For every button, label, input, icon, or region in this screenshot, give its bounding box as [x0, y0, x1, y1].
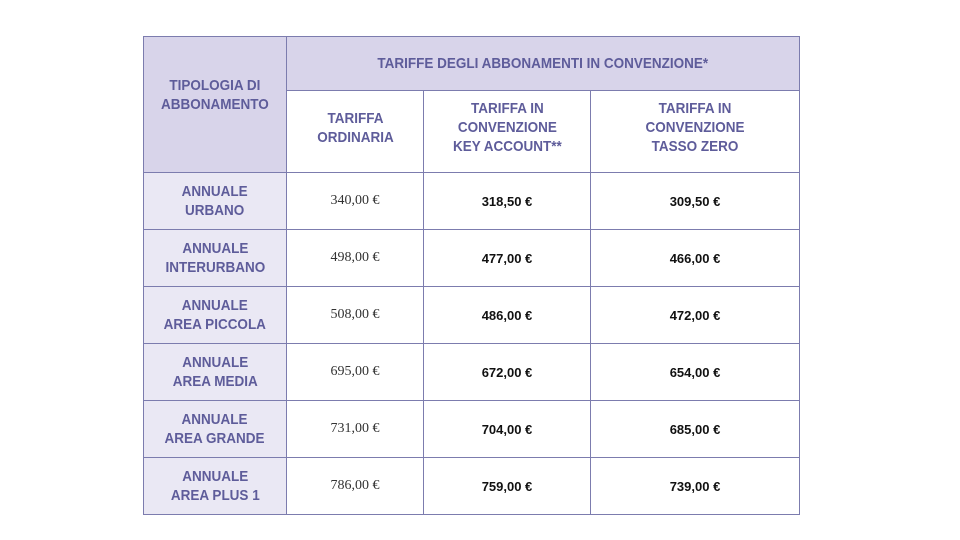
sub-header-line: CONVENZIONE [645, 119, 745, 136]
row-label-line: ANNUALE [181, 411, 249, 428]
row-label-line: AREA PICCOLA [163, 316, 267, 333]
key-account-value: 477,00 € [424, 230, 591, 287]
row-label-cell [144, 458, 287, 515]
tasso-zero-value: 685,00 € [591, 401, 800, 458]
table-row [144, 287, 800, 344]
row-label-cell [144, 287, 287, 344]
row-label [164, 296, 266, 334]
key-account-value: 672,00 € [424, 344, 591, 401]
key-account-value: 759,00 € [424, 458, 591, 515]
tariff-table [143, 36, 800, 515]
tasso-zero-value: 472,00 € [591, 287, 800, 344]
row-label [172, 353, 257, 391]
table-row [144, 230, 800, 287]
row-label-line: ANNUALE [181, 354, 248, 371]
row-label [165, 239, 265, 277]
row-label-line: ANNUALE [181, 183, 249, 200]
sub-header-text [317, 109, 394, 147]
sub-header-line: ORDINARIA [316, 128, 394, 146]
key-account-value: 704,00 € [424, 401, 591, 458]
tasso-zero-value: 654,00 € [591, 344, 800, 401]
table-row [144, 344, 800, 401]
sub-header-key-account [424, 91, 591, 173]
row-label [182, 182, 248, 220]
sub-header-text [646, 99, 745, 156]
row-label-line: AREA MEDIA [172, 373, 258, 390]
row-label-line: URBANO [185, 202, 245, 219]
row-label-line: ANNUALE [181, 468, 248, 485]
ordinaria-value: 695,00 € [287, 344, 424, 401]
row-label-line: AREA PLUS 1 [170, 487, 260, 504]
row-label-cell [144, 344, 287, 401]
row-label-cell [144, 173, 287, 230]
ordinaria-value: 508,00 € [287, 287, 424, 344]
sub-header-line: CONVENZIONE [457, 119, 557, 136]
group-header: TARIFFE DEGLI ABBONAMENTI IN CONVENZIONE* [377, 55, 709, 72]
row-label-cell [144, 230, 287, 287]
sub-header-line: TARIFFA [327, 109, 383, 127]
row-label-line: AREA GRANDE [164, 430, 266, 447]
tasso-zero-value: 466,00 € [591, 230, 800, 287]
tipologia-header [161, 76, 269, 114]
header-row-group [144, 37, 800, 91]
sub-header-line: TASSO ZERO [651, 138, 739, 155]
row-label-cell [144, 401, 287, 458]
key-account-value: 318,50 € [424, 173, 591, 230]
sub-header-line: TARIFFA IN [658, 100, 732, 117]
table-row [144, 173, 800, 230]
row-label-line: ANNUALE [181, 297, 249, 314]
ordinaria-value: 731,00 € [287, 401, 424, 458]
table-row [144, 458, 800, 515]
sub-header-ordinaria [287, 91, 424, 173]
sub-header-line: KEY ACCOUNT** [452, 138, 562, 155]
ordinaria-value: 340,00 € [287, 173, 424, 230]
tasso-zero-value: 739,00 € [591, 458, 800, 515]
key-account-value: 486,00 € [424, 287, 591, 344]
sub-header-text [453, 99, 562, 156]
row-label-line: INTERURBANO [165, 259, 265, 276]
row-label [165, 410, 265, 448]
sub-header-tasso-zero [591, 91, 800, 173]
tasso-zero-value: 309,50 € [591, 173, 800, 230]
tipologia-header-line: ABBONAMENTO [161, 95, 269, 113]
row-label [171, 467, 260, 505]
table-row [144, 401, 800, 458]
ordinaria-value: 498,00 € [287, 230, 424, 287]
sub-header-line: TARIFFA IN [470, 100, 544, 117]
row-label-line: ANNUALE [181, 240, 249, 257]
group-header-cell [287, 37, 800, 91]
tipologia-header-line: TIPOLOGIA DI [169, 76, 261, 94]
tipologia-header-cell [144, 37, 287, 173]
ordinaria-value: 786,00 € [287, 458, 424, 515]
